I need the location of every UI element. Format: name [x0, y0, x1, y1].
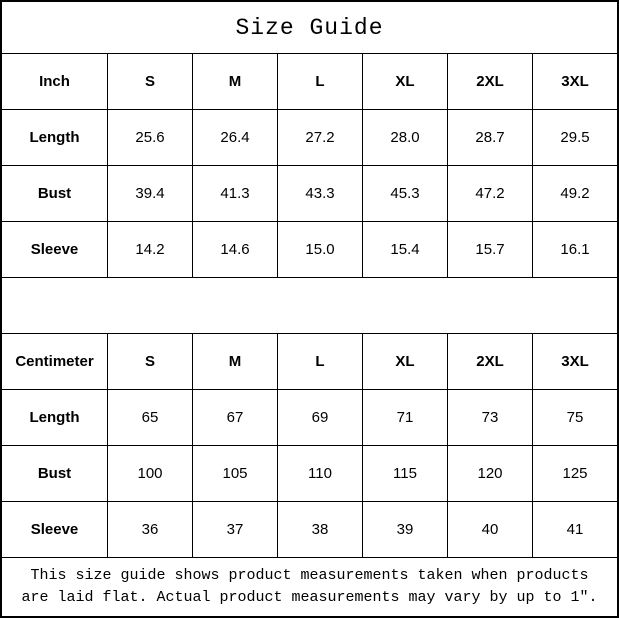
value-cell: 36	[108, 502, 192, 557]
value-cell: 120	[448, 446, 532, 501]
page-title: Size Guide	[2, 2, 617, 53]
header-cell: L	[278, 54, 362, 109]
value-cell: 14.6	[193, 222, 277, 277]
header-cell: L	[278, 334, 362, 389]
value-cell: 40	[448, 502, 532, 557]
value-cell: 115	[363, 446, 447, 501]
value-cell: 39	[363, 502, 447, 557]
value-cell: 14.2	[108, 222, 192, 277]
value-cell: 69	[278, 390, 362, 445]
footer-line-1: This size guide shows product measurements taken when products	[30, 567, 589, 585]
value-cell: 15.0	[278, 222, 362, 277]
value-cell: 29.5	[533, 110, 617, 165]
value-cell: 15.7	[448, 222, 532, 277]
value-cell: 71	[363, 390, 447, 445]
value-cell: 41	[533, 502, 617, 557]
value-cell: 39.4	[108, 166, 192, 221]
value-cell: 26.4	[193, 110, 277, 165]
row-label: Bust	[2, 446, 107, 501]
value-cell: 38	[278, 502, 362, 557]
value-cell: 67	[193, 390, 277, 445]
header-cell: 2XL	[448, 54, 532, 109]
row-label: Length	[2, 110, 107, 165]
value-cell: 49.2	[533, 166, 617, 221]
row-label: Length	[2, 390, 107, 445]
value-cell: 16.1	[533, 222, 617, 277]
header-cell: S	[108, 334, 192, 389]
value-cell: 110	[278, 446, 362, 501]
value-cell: 45.3	[363, 166, 447, 221]
header-cell: Centimeter	[2, 334, 107, 389]
header-cell: M	[193, 54, 277, 109]
value-cell: 100	[108, 446, 192, 501]
value-cell: 41.3	[193, 166, 277, 221]
header-cell: M	[193, 334, 277, 389]
header-cell: XL	[363, 334, 447, 389]
value-cell: 125	[533, 446, 617, 501]
value-cell: 15.4	[363, 222, 447, 277]
value-cell: 25.6	[108, 110, 192, 165]
row-label: Sleeve	[2, 222, 107, 277]
value-cell: 47.2	[448, 166, 532, 221]
header-cell: 3XL	[533, 334, 617, 389]
value-cell: 37	[193, 502, 277, 557]
value-cell: 28.0	[363, 110, 447, 165]
header-cell: Inch	[2, 54, 107, 109]
header-cell: 2XL	[448, 334, 532, 389]
footer-line-2: are laid flat. Actual product measurements may vary by up to 1″.	[21, 589, 598, 606]
header-cell: 3XL	[533, 54, 617, 109]
value-cell: 75	[533, 390, 617, 445]
row-label: Bust	[2, 166, 107, 221]
value-cell: 65	[108, 390, 192, 445]
spacer-row	[2, 278, 617, 333]
header-cell: S	[108, 54, 192, 109]
value-cell: 105	[193, 446, 277, 501]
header-cell: XL	[363, 54, 447, 109]
row-label: Sleeve	[2, 502, 107, 557]
value-cell: 28.7	[448, 110, 532, 165]
value-cell: 73	[448, 390, 532, 445]
value-cell: 27.2	[278, 110, 362, 165]
footer-note	[2, 558, 617, 616]
value-cell: 43.3	[278, 166, 362, 221]
